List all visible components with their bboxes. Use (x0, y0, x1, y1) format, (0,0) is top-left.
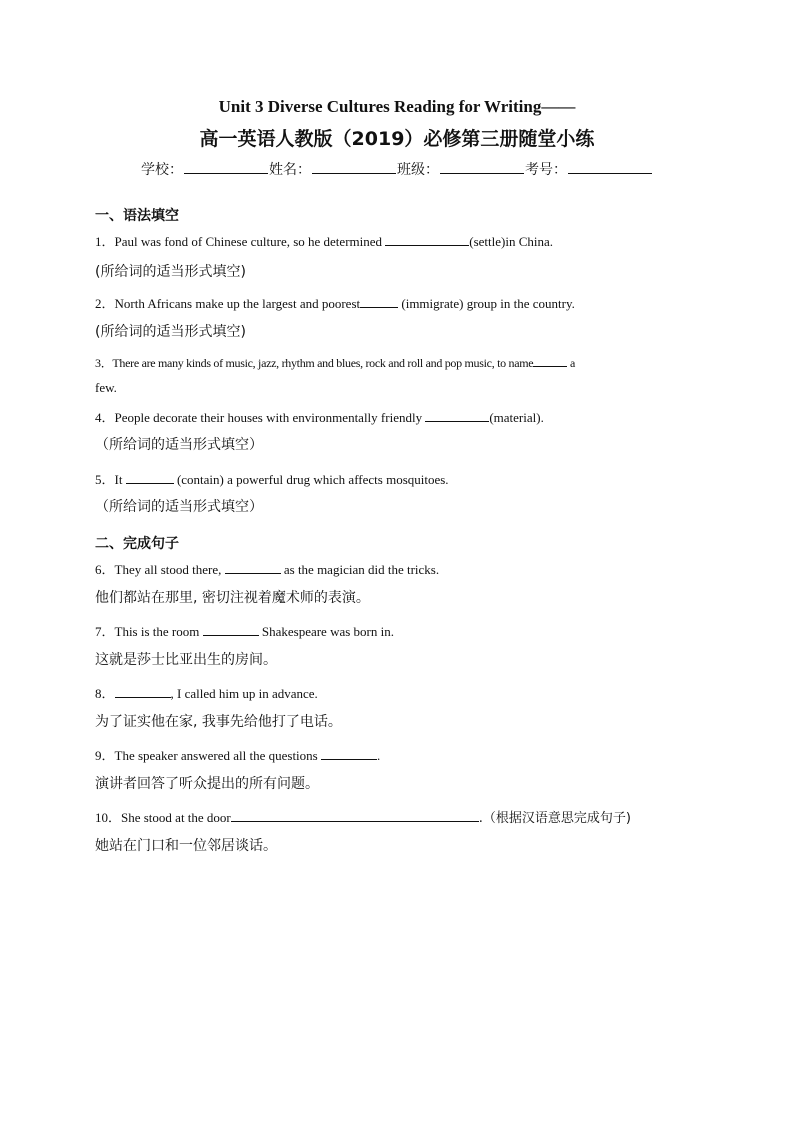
question-text: 3．There are many kinds of music, jazz, rhythm and blues, rock and roll and pop music, to name (95, 356, 534, 370)
title-chinese: 高一英语人教版（2019）必修第三册随堂小练 (199, 128, 595, 150)
question-text: Shakespeare was born in. (258, 624, 394, 639)
question-text: , I called him up in advance. (170, 686, 318, 701)
class-blank[interactable] (440, 159, 524, 174)
answer-blank[interactable] (385, 233, 469, 246)
question-text: 6．They all stood there, (95, 562, 225, 577)
question-10 (95, 807, 631, 826)
question-9-translation: 演讲者回答了听众提出的所有问题。 (95, 776, 319, 792)
question-text: 8． (95, 686, 115, 701)
answer-blank[interactable] (231, 809, 479, 822)
id-label: 考号： (525, 162, 567, 178)
school-label: 学校： (141, 162, 183, 178)
question-6-translation: 他们都站在那里, 密切注视着魔术师的表演。 (95, 590, 370, 606)
question-text: a (567, 356, 576, 370)
question-8 (95, 683, 318, 702)
question-text: 2．North Africans make up the largest and poorest (95, 296, 361, 311)
section-heading-sentences: 二、完成句子 (95, 536, 179, 552)
question-text: .（根据汉语意思完成句子) (478, 811, 631, 826)
answer-blank[interactable] (115, 685, 171, 698)
answer-blank[interactable] (533, 355, 567, 367)
question-text: 7．This is the room (95, 624, 203, 639)
question-2 (95, 293, 575, 312)
question-text: as the magician did the tricks. (280, 562, 440, 577)
question-7-translation: 这就是莎士比亚出生的房间。 (95, 652, 277, 668)
title-english: Unit 3 Diverse Cultures Reading for Writing—— (218, 97, 576, 116)
name-label: 姓名： (269, 162, 311, 178)
question-text: 4．People decorate their houses with environmentally friendly (95, 410, 426, 425)
answer-blank[interactable] (425, 409, 489, 422)
question-5 (95, 469, 449, 488)
question-1 (95, 231, 553, 250)
question-text: (material). (489, 410, 544, 425)
question-text: (contain) a powerful drug which affects mosquitoes. (173, 472, 449, 487)
question-1-note: (所给词的适当形式填空) (95, 264, 246, 280)
question-3 (95, 354, 575, 371)
question-text: . (376, 748, 381, 763)
question-4-note: （所给词的适当形式填空） (95, 437, 263, 453)
answer-blank[interactable] (321, 747, 377, 760)
question-text: 1．Paul was fond of Chinese culture, so he determined (95, 234, 386, 249)
question-2-note: (所给词的适当形式填空) (95, 324, 246, 340)
question-text: 9．The speaker answered all the questions (95, 748, 321, 763)
section-heading-grammar: 一、语法填空 (95, 208, 179, 224)
question-text: 10．She stood at the door (95, 810, 231, 825)
question-6 (95, 559, 439, 578)
question-4 (95, 407, 544, 426)
class-label: 班级： (397, 162, 439, 178)
answer-blank[interactable] (225, 561, 281, 574)
question-text: (settle)in China. (469, 234, 554, 249)
answer-blank[interactable] (360, 295, 398, 308)
question-3-continued: few. (95, 380, 117, 395)
question-10-translation: 她站在门口和一位邻居谈话。 (95, 838, 277, 854)
question-text: (immigrate) group in the country. (398, 296, 575, 311)
question-text: 5．It (95, 472, 126, 487)
question-9 (95, 745, 380, 764)
question-7 (95, 621, 394, 640)
answer-blank[interactable] (203, 623, 259, 636)
school-blank[interactable] (184, 159, 268, 174)
name-blank[interactable] (312, 159, 396, 174)
question-5-note: （所给词的适当形式填空） (95, 499, 263, 515)
student-info-row (0, 159, 794, 179)
answer-blank[interactable] (126, 471, 174, 484)
id-blank[interactable] (568, 159, 652, 174)
question-8-translation: 为了证实他在家, 我事先给他打了电话。 (95, 714, 342, 730)
